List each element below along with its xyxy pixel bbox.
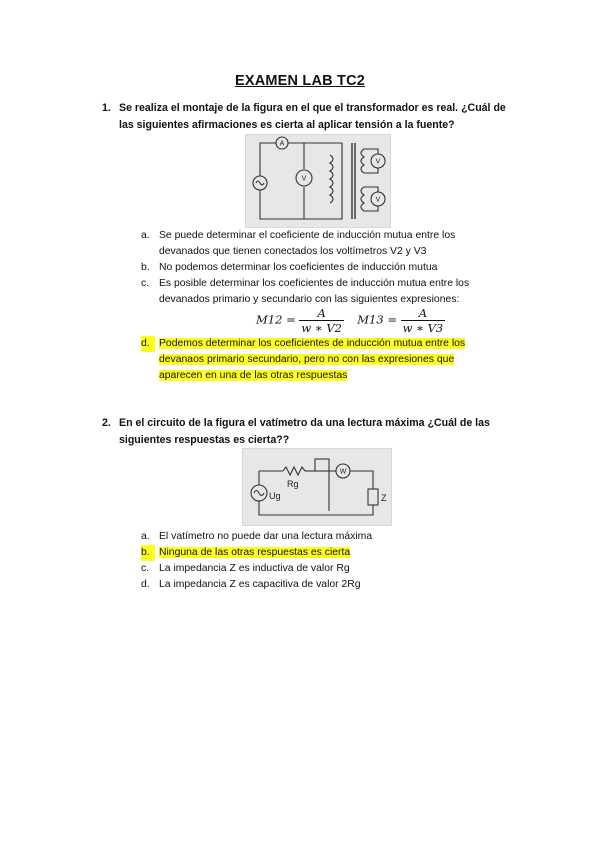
question-1-text (119, 100, 539, 134)
q1-option-a-text (159, 228, 499, 260)
question-1-line-2: las siguientes afirmaciones es cierta al aplicar tensión a la fuente? (119, 119, 455, 131)
question-1-line-1: Se realiza el montaje de la figura en el que el transformador es real. ¿Cuál de (119, 102, 506, 114)
right-top-wire (347, 471, 373, 489)
q2-option-a-text: El vatímetro no puede dar una lectura máxima (159, 531, 373, 542)
q2-option-d-letter: d. (141, 579, 150, 590)
transformer-circuit-figure (245, 134, 391, 228)
q2-option-b-letter: b. (141, 545, 155, 561)
voltmeter-2-label: V (375, 158, 381, 166)
question-2-number: 2. (102, 417, 111, 429)
q1-option-d-text (159, 336, 499, 384)
page-title: EXAMEN LAB TC2 (234, 73, 366, 89)
impedance-z-symbol (368, 489, 378, 505)
q1-option-d-line-3: aparecen en una de las otras respuestas (159, 370, 348, 381)
wattmeter-label: W (339, 468, 347, 476)
m12-numerator: A (317, 306, 326, 320)
q1-option-c-line-2: devanados primario y secundario con las siguientes expresiones: (159, 294, 460, 305)
m13-denominator: w ∗ V3 (402, 321, 444, 335)
ammeter-label: A (279, 140, 285, 148)
mutual-inductance-formulas (256, 306, 445, 335)
q1-option-a-letter: a. (141, 230, 150, 241)
resistor-rg (283, 467, 305, 475)
m13-numerator: A (418, 306, 428, 320)
q1-option-a-line-1: Se puede determinar el coeficiente de inducción mutua entre los (159, 230, 456, 241)
q1-option-c-letter: c. (141, 278, 150, 289)
q1-option-c-line-1: Es posible determinar los coeficientes de inducción mutua entre los (159, 278, 470, 289)
q2-option-c-letter: c. (141, 563, 150, 574)
m12-lhs: M12 = (256, 312, 296, 327)
wattmeter-circuit-figure (242, 448, 392, 526)
voltmeter-3-label: V (375, 196, 381, 204)
source-label: Ug (269, 491, 281, 501)
primary-coil (330, 155, 333, 203)
m13-lhs: M13 = (357, 312, 397, 327)
q1-option-d-line-1: Podemos determinar los coeficientes de inducción mutua entre los (159, 338, 466, 349)
resistor-label: Rg (287, 479, 299, 489)
q2-option-c-text: La impedancia Z es inductiva de valor Rg (159, 563, 350, 574)
q2-option-a-letter: a. (141, 531, 150, 542)
m12-fraction (299, 306, 344, 335)
wattmeter-current-coil (315, 459, 329, 471)
q1-option-b-text: No podemos determinar los coeficientes de inducción mutua (159, 262, 438, 273)
transformer-core (352, 143, 355, 219)
transformer-circuit-diagram (246, 135, 390, 227)
m12-denominator: w ∗ V2 (301, 321, 342, 335)
q1-option-d-line-2: devanaos primario secundario, pero no con las expresiones que (159, 354, 455, 365)
wattmeter-circuit-diagram (243, 449, 391, 525)
question-2-line-2: siguientes respuestas es cierta?? (119, 434, 290, 446)
q1-option-d-letter: d. (141, 336, 155, 352)
q2-option-b-text: Ninguna de las otras respuestas es cierta (159, 547, 351, 558)
q1-option-c-text (159, 276, 499, 308)
q2-option-d-text: La impedancia Z es capacitiva de valor 2Rg (159, 579, 361, 590)
q1-option-a-line-2: devanados que tienen conectados los voltímetros V2 y V3 (159, 246, 427, 257)
secondary-coil-1 (361, 149, 364, 173)
q2-option-b-text-wrap (159, 545, 499, 561)
secondary-coil-2 (361, 187, 364, 211)
question-1-number: 1. (102, 102, 111, 114)
question-2-text (119, 415, 539, 449)
voltmeter-1-label: V (301, 175, 307, 183)
m13-fraction (401, 306, 446, 335)
question-2-line-1: En el circuito de la figura el vatímetro da una lectura máxima ¿Cuál de las (119, 417, 490, 429)
q1-option-b-letter: b. (141, 262, 150, 273)
impedance-label: Z (381, 493, 387, 503)
